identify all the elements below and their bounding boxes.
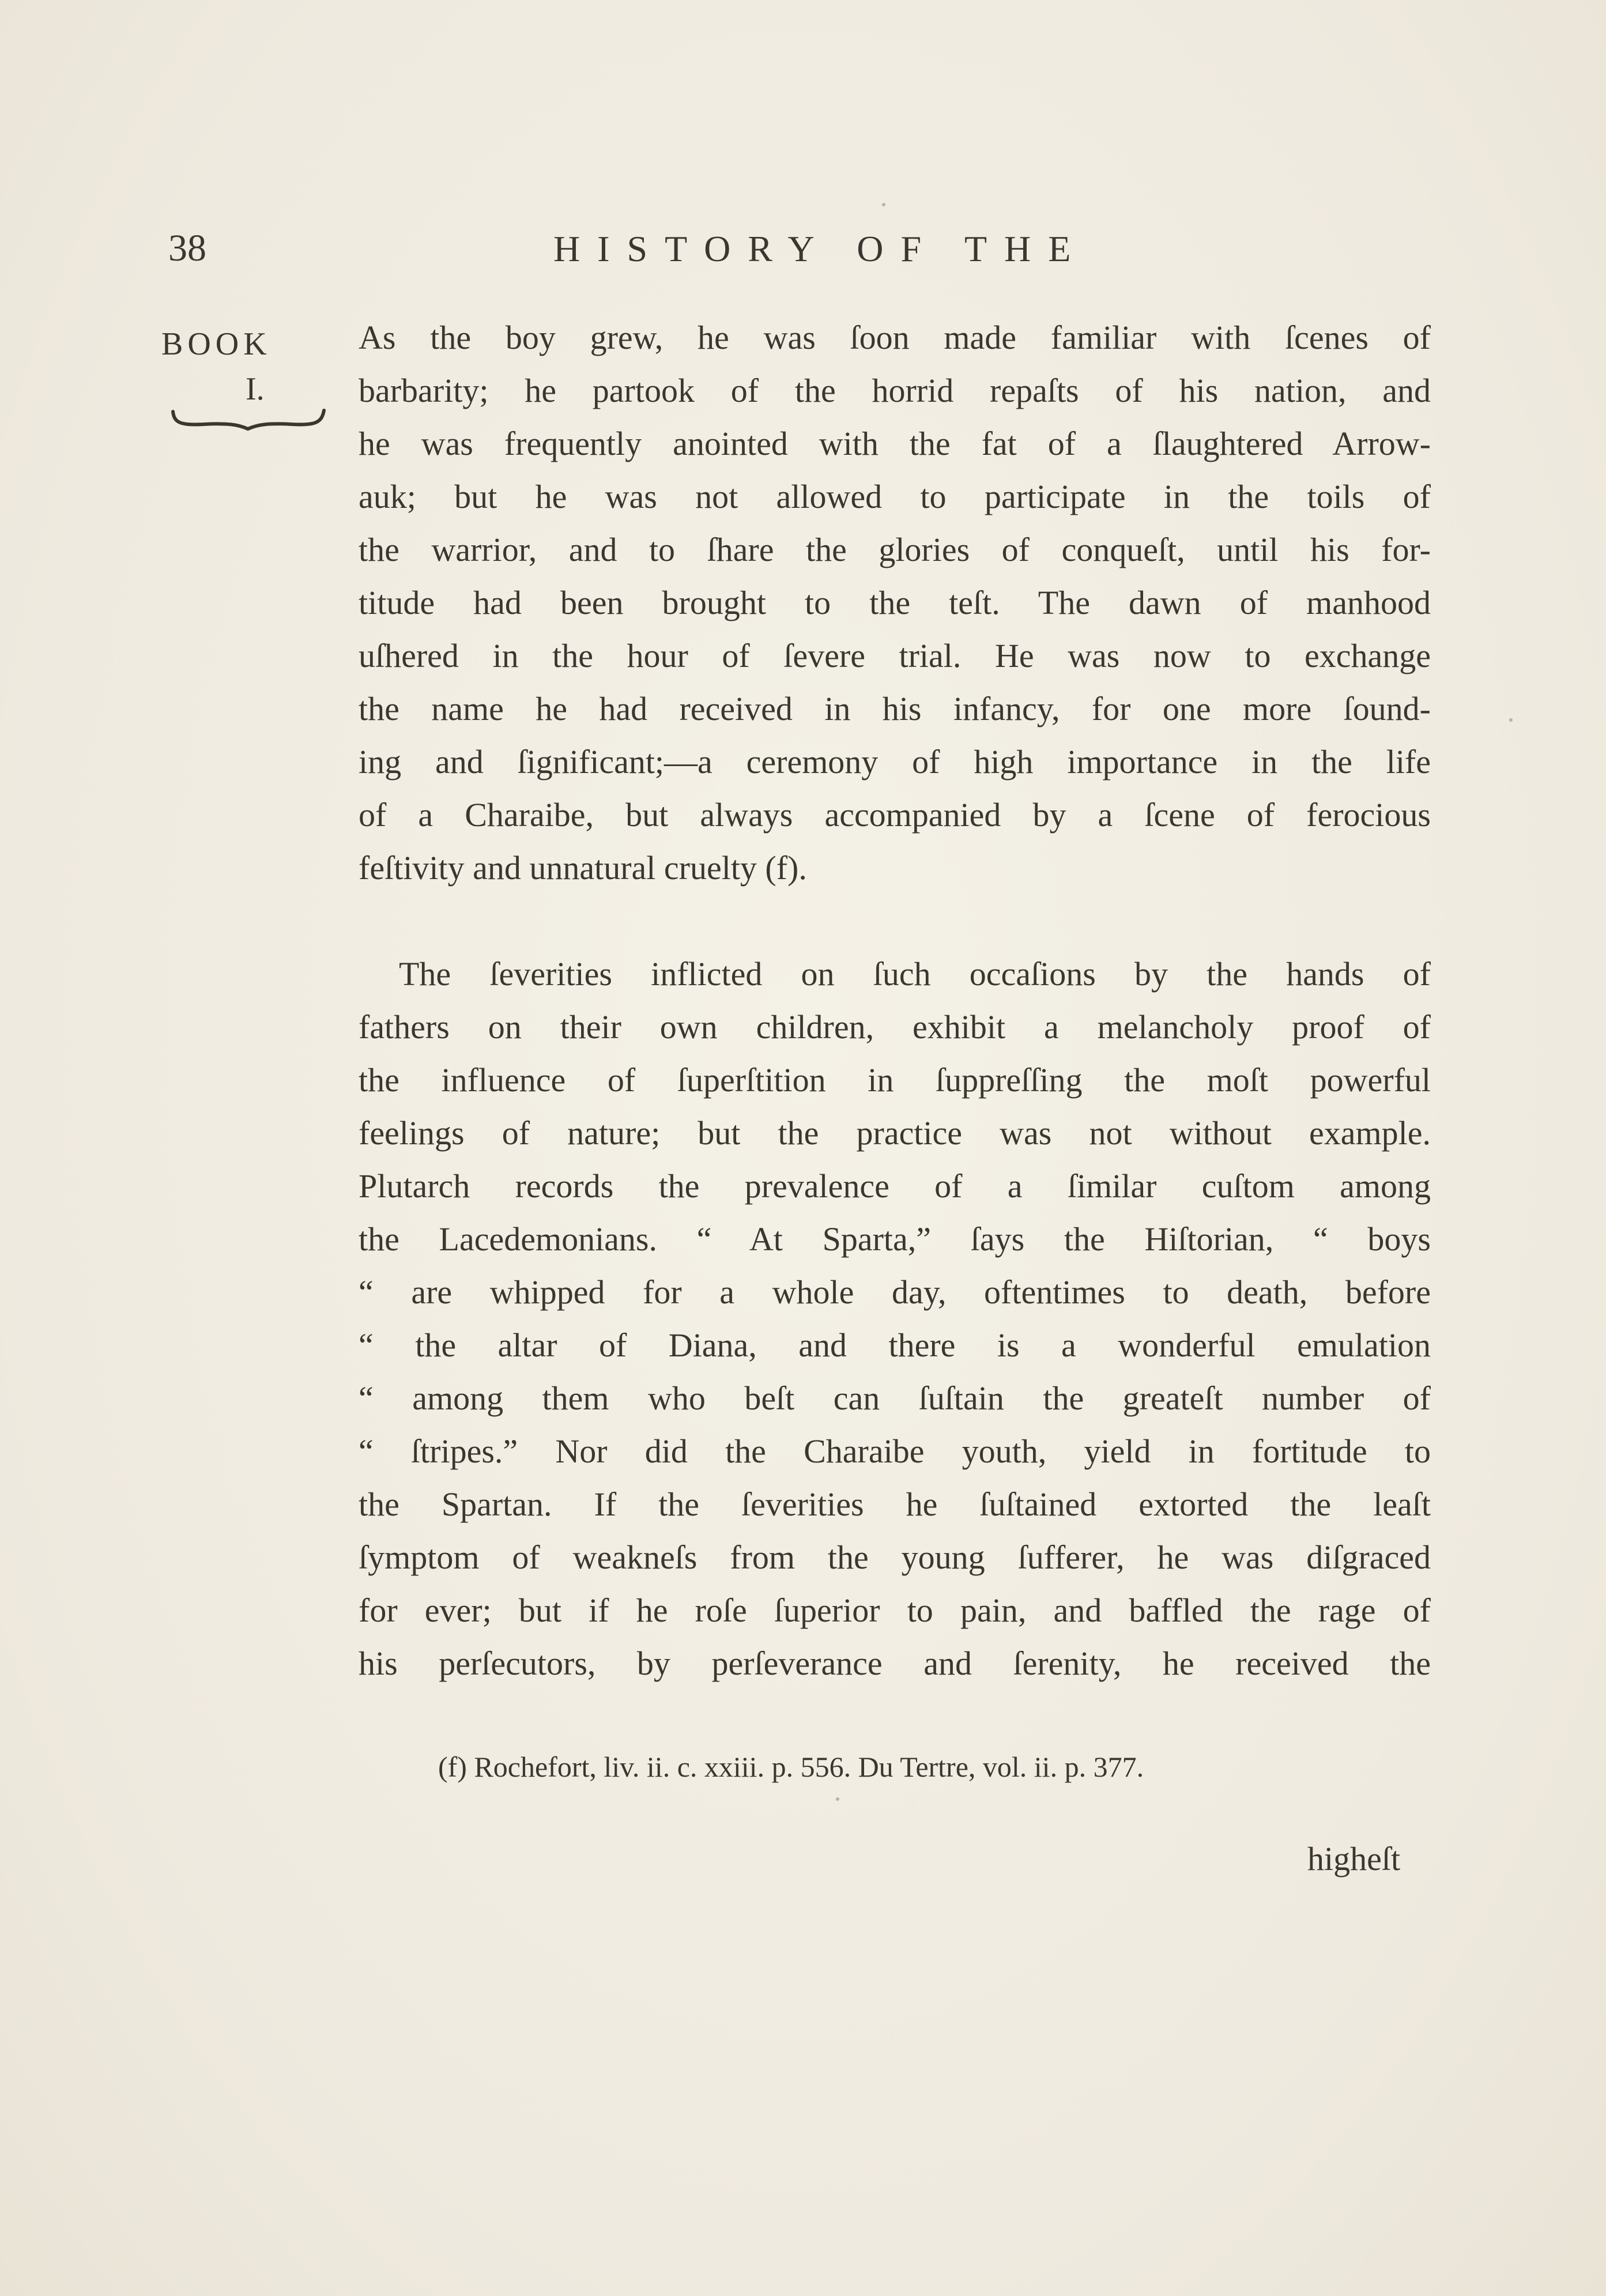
text-line: feelings of nature; but the practice was not without example. <box>359 1114 1431 1152</box>
text-line: The ſeverities inflicted on ſuch occaſions by the hands of <box>399 955 1431 993</box>
brace-ornament <box>169 408 331 431</box>
text-line: he was frequently anointed with the fat of a ſlaughtered Arrow- <box>359 425 1431 462</box>
text-line: “ are whipped for a whole day, oftentimes to death, before <box>359 1273 1431 1311</box>
text-line: titude had been brought to the teſt. The dawn of manhood <box>359 584 1431 621</box>
margin-book-label: BOOK <box>161 326 272 362</box>
catchword: higheſt <box>1307 1840 1401 1877</box>
paper-speck <box>882 203 885 206</box>
text-line: of a Charaibe, but always accompanied by a ſcene of ferocious <box>359 796 1431 834</box>
text-line: Plutarch records the prevalence of a ſimilar cuſtom among <box>359 1167 1431 1205</box>
text-line: ſymptom of weakneſs from the young ſufferer, he was diſgraced <box>359 1539 1431 1576</box>
paragraph-1 <box>359 311 1431 895</box>
text-line: uſhered in the hour of ſevere trial. He was now to exchange <box>359 637 1431 674</box>
margin-note <box>161 322 334 431</box>
text-line: “ the altar of Diana, and there is a wonderful emulation <box>359 1326 1431 1364</box>
text-line: the warrior, and to ſhare the glories of conqueſt, until his for- <box>359 531 1431 568</box>
footnote: (f) Rochefort, liv. ii. c. xxiii. p. 556. Du Tertre, vol. ii. p. 377. <box>438 1751 1144 1783</box>
text-line: fathers on their own children, exhibit a melancholy proof of <box>359 1008 1431 1046</box>
text-line: for ever; but if he roſe ſuperior to pain, and baffled the rage of <box>359 1592 1431 1629</box>
text-line: auk; but he was not allowed to participate in the toils of <box>359 478 1431 515</box>
main-text <box>359 311 1431 1690</box>
text-line: “ ſtripes.” Nor did the Charaibe youth, yield in fortitude to <box>359 1432 1431 1470</box>
paragraph-gap <box>359 895 1431 948</box>
text-line: his perſecutors, by perſeverance and ſerenity, he received the <box>359 1645 1431 1682</box>
text-line: the influence of ſuperſtition in ſuppreſſing the moſt powerful <box>359 1061 1431 1099</box>
paper-speck <box>836 1797 839 1801</box>
margin-volume-number: I. <box>246 371 265 407</box>
paragraph-2 <box>359 948 1431 1690</box>
text-line: barbarity; he partook of the horrid repaſts of his nation, and <box>359 372 1431 409</box>
text-line: As the boy grew, he was ſoon made familiar with ſcenes of <box>359 319 1431 356</box>
text-line: feſtivity and unnatural cruelty (f). <box>359 849 807 887</box>
text-line: the Lacedemonians. “ At Sparta,” ſays the Hiſtorian, “ boys <box>359 1220 1431 1258</box>
paper-speck <box>1509 718 1513 722</box>
text-line: the Spartan. If the ſeverities he ſuſtained extorted the leaſt <box>359 1486 1431 1523</box>
page-number: 38 <box>168 227 206 269</box>
text-line: the name he had received in his infancy, for one more ſound- <box>359 690 1431 727</box>
text-line: “ among them who beſt can ſuſtain the greateſt number of <box>359 1379 1431 1417</box>
text-line: ing and ſignificant;—a ceremony of high importance in the life <box>359 743 1431 781</box>
running-title: HISTORY OF THE <box>553 228 1088 269</box>
